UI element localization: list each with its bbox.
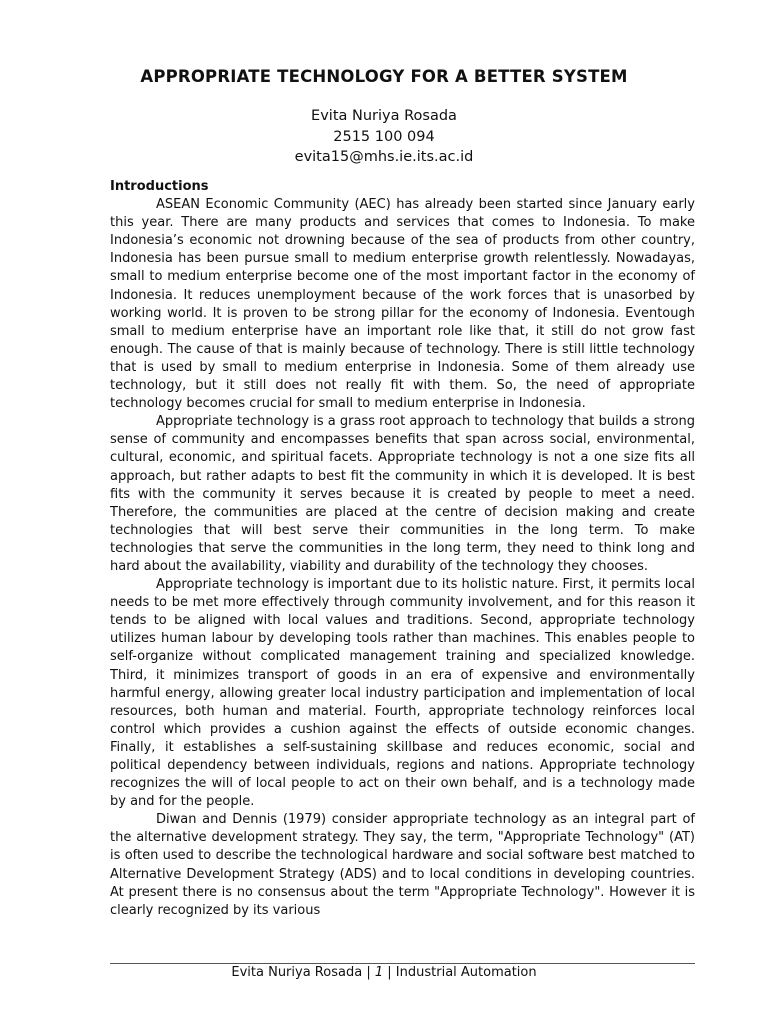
author-block xyxy=(0,106,768,168)
paragraph: Appropriate technology is important due to its holistic nature. First, it permits local needs to be met more effectively through community involvement, and for this reason it tends to be aligned with local values and traditions. Second, appropriate technology utilizes human labour by developing tools rather than machines. This enables people to self-organize without complicated management training and specialized knowledge. Third, it minimizes transport of goods in an era of expensive and environmentally harmful energy, allowing greater local industry participation and implementation of local resources, both human and material. Fourth, appropriate technology reinforces local control which provides a cushion against the effects of outside economic changes. Finally, it establishes a self-sustaining skillbase and reduces economic, social and political dependency between individuals, regions and nations. Appropriate technology recognizes the will of local people to act on their own behalf, and is a technology made by and for the people. xyxy=(110,577,695,810)
section-heading: Introductions xyxy=(110,179,209,194)
footer-course: Industrial Automation xyxy=(395,965,537,980)
footer-page-number: 1 xyxy=(374,965,384,980)
footer-separator: | xyxy=(366,965,371,980)
paragraph: Appropriate technology is a grass root approach to technology that builds a strong sense of community and encompasses benefits that span across social, environmental, cultural, economic, and spiritual facets. Appropriate technology is not a one size fits all approach, but rather adapts to best fit the community in which it is developed. It is best fits with the community it serves because it is created by people to meet a need. Therefore, the communities are placed at the centre of decision making and create technologies that will best serve their communities in the long term. To make technologies that serve the communities in the long term, they need to think long and hard about the availability, viability and durability of the technology they chooses. xyxy=(110,414,695,574)
footer-author: Evita Nuriya Rosada xyxy=(231,965,363,980)
body-content xyxy=(110,178,695,920)
document-title: APPROPRIATE TECHNOLOGY FOR A BETTER SYSTEM xyxy=(140,67,628,86)
page-footer xyxy=(0,964,768,982)
paragraph: ASEAN Economic Community (AEC) has already been started since January early this year. There are many products and services that comes to Indonesia. To make Indonesia’s economic not drowning because of the sea of products from other country, Indonesia has been pursue small to medium enterprise growth relentlessly. Nowadayas, small to medium enterprise become one of the most important factor in the economy of Indonesia. It reduces unemployment because of the work forces that is unasorbed by working world. It is proven to be strong pillar for the economy of Indonesia. Eventough small to medium enterprise have an important role like that, it still do not grow fast enough. The cause of that is mainly because of technology. There is still little technology that is used by small to medium enterprise in Indonesia. Some of them already use technology, but it still does not really fit with them. So, the need of appropriate technology becomes crucial for small to medium enterprise in Indonesia. xyxy=(110,197,695,412)
student-id: 2515 100 094 xyxy=(333,128,435,145)
footer-separator: | xyxy=(387,965,392,980)
paragraph: Diwan and Dennis (1979) consider appropriate technology as an integral part of the alternative development strategy. They say, the term, "Appropriate Technology" (AT) is often used to describe the technological hardware and social software best matched to Alternative Development Strategy (ADS) and to local conditions in developing countries. At present there is no consensus about the term "Appropriate Technology". However it is clearly recognized by its various xyxy=(110,812,695,918)
author-name: Evita Nuriya Rosada xyxy=(311,108,457,124)
author-email: evita15@mhs.ie.its.ac.id xyxy=(294,149,474,165)
